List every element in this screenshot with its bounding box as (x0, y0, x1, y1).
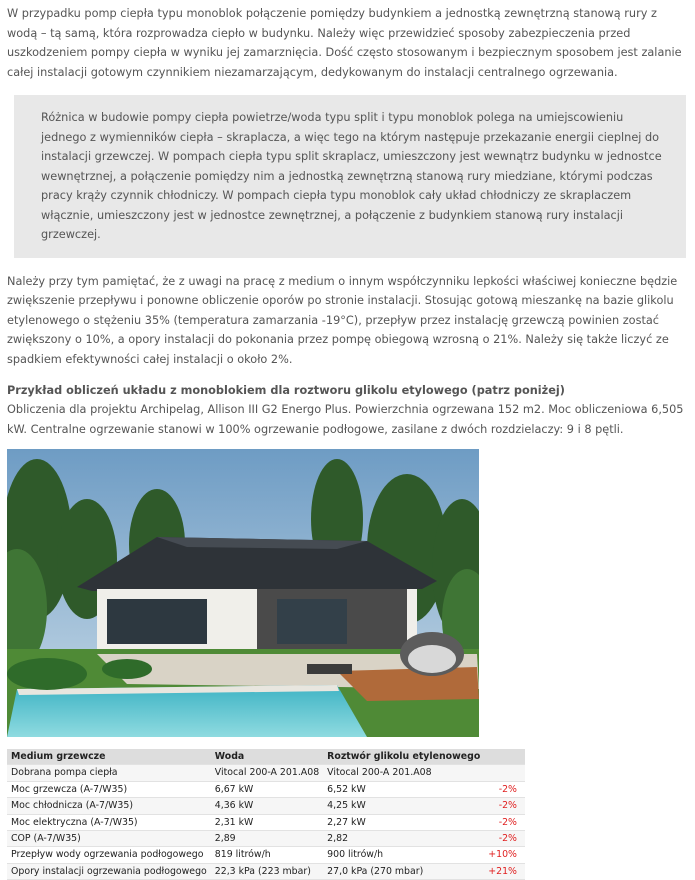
table-change-cell: +10% (484, 847, 525, 863)
table-cell: 2,31 kW (211, 814, 323, 830)
table-change-cell: -2% (484, 798, 525, 814)
house-with-pool-photo (7, 449, 479, 737)
table-row (7, 781, 525, 797)
table-row (7, 863, 525, 879)
example-description: Obliczenia dla projektu Archipelag, Allison III G2 Energo Plus. Powierzchnia ogrzewana 152 m2. Moc obliczeniowa 6,505 kW. Centralne ogrzewanie stanowi w 100% ogrzewanie podłogowe, zasilane z dwóch rozdzielaczy: 9 i 8 pętli. (7, 403, 684, 436)
table-cell: Moc grzewcza (A-7/W35) (7, 781, 211, 797)
table-header-cell: Medium grzewcze (7, 749, 211, 765)
table-header-cell: Roztwór glikolu etylenowego (323, 749, 484, 765)
table-cell: Moc chłodnicza (A-7/W35) (7, 798, 211, 814)
table-row (7, 831, 525, 847)
table-cell: 819 litrów/h (211, 847, 323, 863)
quote-text: Różnica w budowie pompy ciepła powietrze/woda typu split i typu monoblok polega na umiejscowieniu jednego z wymienników ciepła – skraplacza, a więc tego na którym następuje przekazanie energii cieplnej do instalacji grzewczej. W pompach ciepła typu split skraplacz, umieszczony jest wewnątrz budynku w jednostce wewnętrznej, a połączenie pomiędzy nim a jednostką zewnętrzną stanową rury miedziane, którymi podczas pracy krąży czynnik chłodniczy. W pompach ciepła typu monoblok cały układ chłodniczy ze skraplaczem włącznie, umieszczony jest w jednostce zewnętrznej, a połączenie z budynkiem stanową rury instalacji grzewczej. (41, 111, 662, 241)
table-header-cell (484, 749, 525, 765)
table-cell: Vitocal 200-A 201.A08 (323, 765, 484, 781)
table-cell: Przepływ wody ogrzewania podłogowego (7, 847, 211, 863)
table-cell: 2,27 kW (323, 814, 484, 830)
table-cell: COP (A-7/W35) (7, 831, 211, 847)
table-cell: 900 litrów/h (323, 847, 484, 863)
table-cell: Opory instalacji ogrzewania podłogowego (7, 863, 211, 879)
table-cell: 6,67 kW (211, 781, 323, 797)
table-cell: 22,3 kPa (223 mbar) (211, 863, 323, 879)
table-header-cell: Woda (211, 749, 323, 765)
table-row (7, 847, 525, 863)
table-cell: 4,36 kW (211, 798, 323, 814)
table-change-cell: -2% (484, 781, 525, 797)
table-cell: 6,52 kW (323, 781, 484, 797)
quote-box (14, 95, 686, 258)
table-cell: 27,0 kPa (270 mbar) (323, 863, 484, 879)
table-row (7, 765, 525, 781)
table-change-cell: -2% (484, 814, 525, 830)
table-cell: Dobrana pompa ciepła (7, 765, 211, 781)
comparison-table (7, 749, 525, 880)
example-heading: Przykład obliczeń układu z monoblokiem dla roztworu glikolu etylowego (patrz poniżej) (7, 384, 565, 397)
table-header-row (7, 749, 525, 765)
table-cell: 2,89 (211, 831, 323, 847)
table-change-cell: +21% (484, 863, 525, 879)
note-paragraph: Należy przy tym pamiętać, że z uwagi na pracę z medium o innym współczynniku lepkości właściwej konieczne będzie zwiększenie przepływu i ponowne obliczenie oporów po stronie instalacji. Stosując gotową mieszankę na bazie glikolu etylenowego o stężeniu 35% (temperatura zamarzania -19°C), przepływ przez instalację grzewczą powinien zostać zwiększony o 10%, a opory instalacji do pokonania przez pompę obiegową wzrosną o 21%. Należy się także liczyć ze spadkiem efektywności całej instalacji o około 2%. (7, 274, 678, 366)
table-change-cell: -2% (484, 831, 525, 847)
table-change-cell (484, 765, 525, 781)
intro-paragraph: W przypadku pomp ciepła typu monoblok połączenie pomiędzy budynkiem a jednostką zewnętrzną stanową rury z wodą – tą samą, która rozprowadza ciepło w budynku. Należy więc przewidzieć sposoby zabezpieczenia przed uszkodzeniem pompy ciepła w wyniku jej zamarznięcia. Dość często stosowanym i bezpiecznym sposobem jest zalanie całej instalacji gotowym czynnikiem niezamarzającym, dedykowanym do instalacji centralnego ogrzewania. (7, 7, 682, 79)
table-cell: Moc elektryczna (A-7/W35) (7, 814, 211, 830)
table-cell: Vitocal 200-A 201.A08 (211, 765, 323, 781)
table-cell: 2,82 (323, 831, 484, 847)
table-cell: 4,25 kW (323, 798, 484, 814)
table-row (7, 814, 525, 830)
table-row (7, 798, 525, 814)
